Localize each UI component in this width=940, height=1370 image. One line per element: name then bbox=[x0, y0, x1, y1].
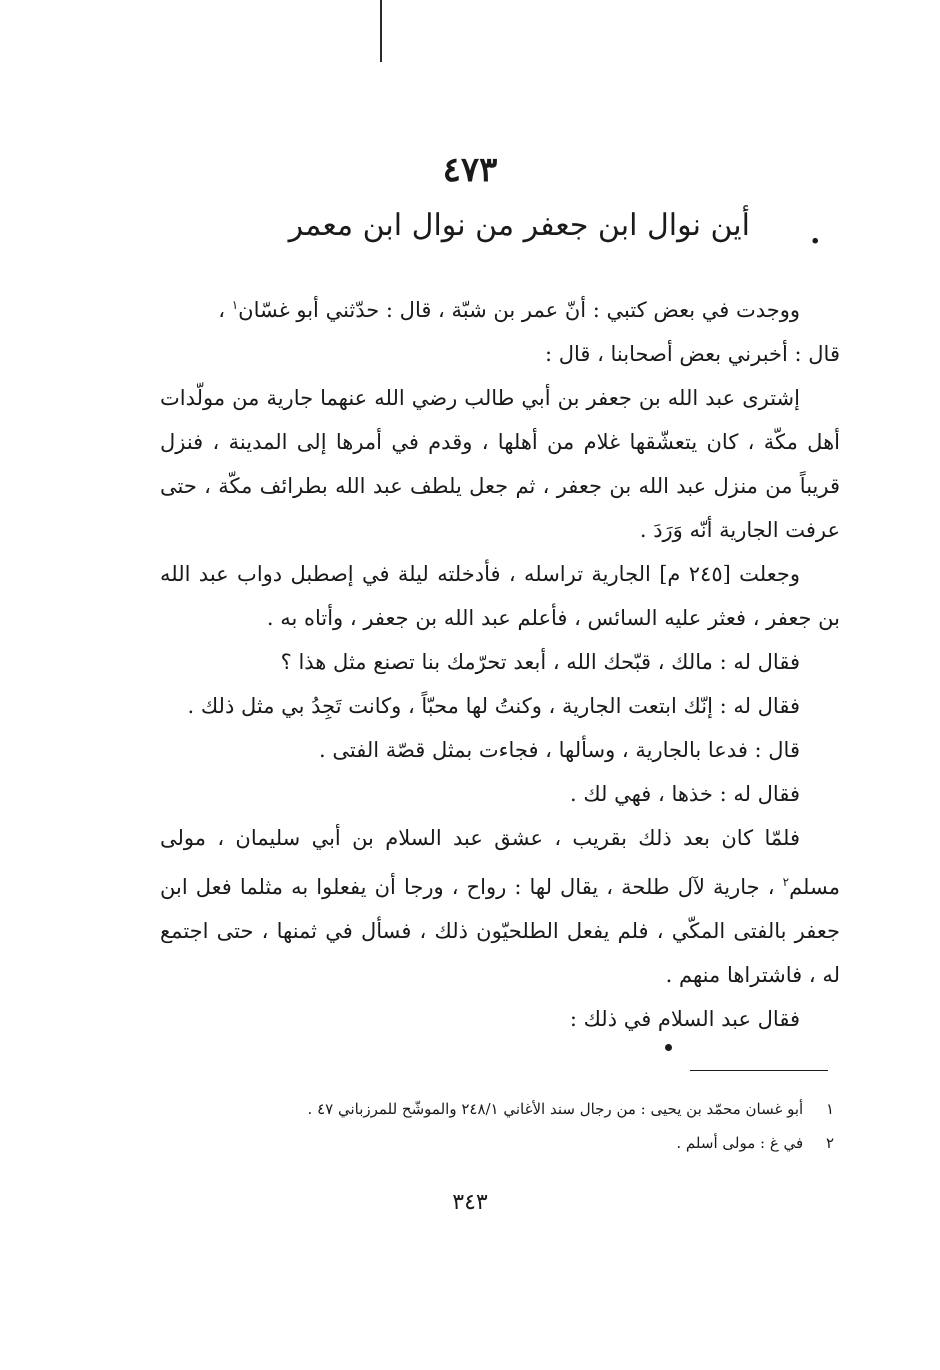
section-dot bbox=[665, 1044, 672, 1051]
paragraph-5: فقال له : مالك ، قبّحك الله ، أبعد تحرّمك بنا تصنع مثل هذا ؟ bbox=[280, 650, 800, 674]
footnote-1-number: ١ bbox=[825, 1100, 834, 1118]
paragraph-7: قال : فدعا بالجارية ، وسألها ، فجاءت بمثل قصّة الفتى . bbox=[319, 738, 800, 762]
paragraph-3: إشترى عبد الله بن جعفر بن أبي طالب رضي الله عنهما جارية من مولّدات أهل مكّة ، كان يتعشّقها غلام من أهلها ، وقدم في أمرها إلى المدينة ، فنزل قريباً من منزل عبد الله بن جعفر ، ثم جعل يلطف عبد الله بطرائف مكّة ، حتى عرفت الجارية أنّه وَرَدَ . bbox=[160, 386, 840, 542]
footnote-1 bbox=[260, 1092, 834, 1126]
paragraph-2: قال : أخبرني بعض أصحابنا ، قال : bbox=[544, 342, 840, 366]
footnote-separator bbox=[690, 1070, 828, 1071]
paragraph-1-text: ووجدت في بعض كتبي : أنّ عمر بن شبّة ، قال : حدّثني أبو غسّان bbox=[238, 298, 800, 322]
footnote-1-text: أبو غسان محمّد بن يحيى : من رجال سند الأغاني ٢٤٨/١ والموشّح للمرزباني ٤٧ . bbox=[307, 1100, 804, 1118]
binding-line bbox=[380, 0, 382, 62]
paragraph-9-continued: ، جارية لآل طلحة ، يقال لها : رواح ، ورجا أن يفعلوا به مثلما فعل ابن جعفر بالفتى المكّي ، فلم يفعل الطلحيّون ذلك ، فسأل في ثمنها ، حتى اجتمع له ، فاشتراها منهم . bbox=[160, 875, 840, 987]
entry-title: أين نوال ابن جعفر من نوال ابن معمر bbox=[288, 208, 750, 243]
paragraph-8: فقال له : خذها ، فهي لك . bbox=[569, 782, 800, 806]
body-text bbox=[160, 283, 840, 1041]
footnotes bbox=[260, 1092, 834, 1160]
footnote-mark-1: ١ bbox=[231, 298, 239, 312]
paragraph-9 bbox=[160, 816, 840, 997]
paragraph-4: وجعلت [٢٤٥ م] الجارية تراسله ، فأدخلته ليلة في إصطبل دواب عبد الله بن جعفر ، فعثر عليه السائس ، فأعلم عبد الله بن جعفر ، وأتاه به . bbox=[160, 562, 840, 630]
paragraph-9-text: فلمّا كان بعد ذلك بقريب ، عشق عبد السلام بن أبي سليمان ، مولى مسلم bbox=[160, 826, 840, 899]
title-bullet-mark: . bbox=[810, 216, 821, 251]
footnote-2-number: ٢ bbox=[825, 1134, 834, 1152]
entry-number: ٤٧٣ bbox=[442, 150, 498, 190]
paragraph-6: فقال له : إنّك ابتعت الجارية ، وكنتُ لها محبّاً ، وكانت تَجِدُ بي مثل ذلك . bbox=[187, 694, 800, 718]
paragraph-1: ووجدت في بعض كتبي : أنّ عمر بن شبّة ، قال : حدّثني أبو غسّان$^١$ ، bbox=[218, 298, 800, 322]
page-number: ٣٤٣ bbox=[452, 1190, 488, 1215]
paragraph-10: فقال عبد السلام في ذلك : bbox=[569, 1007, 800, 1031]
footnote-2-text: في غ : مولى أسلم . bbox=[676, 1134, 804, 1152]
footnote-mark-2: ٢ bbox=[782, 875, 790, 889]
footnote-2 bbox=[260, 1126, 834, 1160]
